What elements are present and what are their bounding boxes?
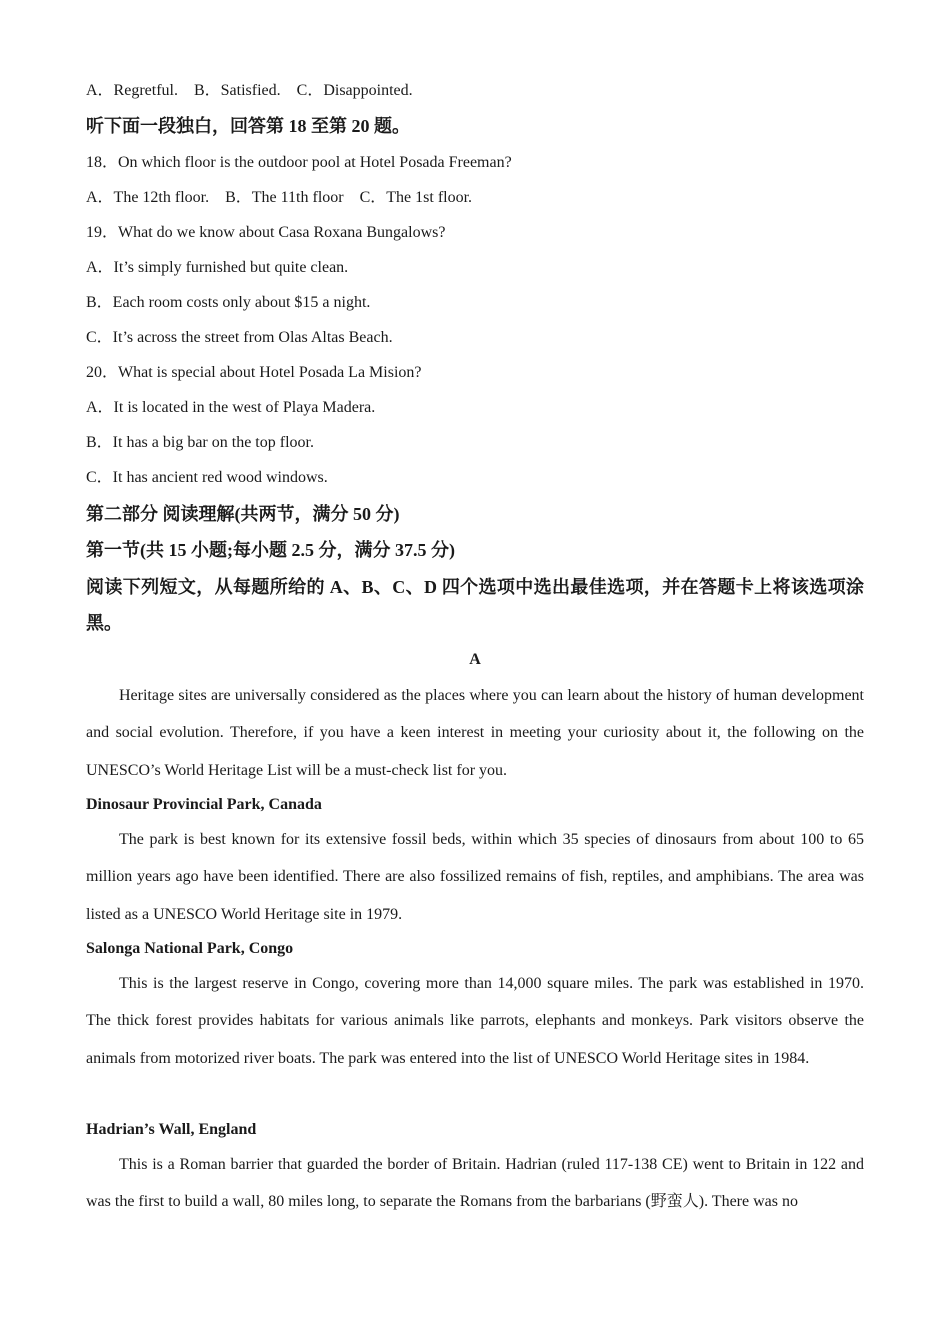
q19-question: 19．What do we know about Casa Roxana Bungalows?: [86, 224, 446, 241]
site-text-hadrians-wall: This is a Roman barrier that guarded the border of Britain. Hadrian (ruled 117-138 CE) went to Britain in 122 and was the first to build a wall, 80 miles long, to separate the Romans from the barbarians (野蛮人). There was no: [86, 1156, 864, 1211]
q20-option-c: C．It has ancient red wood windows.: [86, 469, 328, 486]
site-text-salonga-park: This is the largest reserve in Congo, covering more than 14,000 square miles. The park was established in 1970. The thick forest provides habitats for various animals like parrots, elephants and monkeys. Park visitors observe the animals from motorized river boats. The park was entered into the list of UNESCO World Heritage sites in 1984.: [86, 975, 864, 1067]
q20-question: 20．What is special about Hotel Posada La Mision?: [86, 364, 422, 381]
q20-option-a: A．It is located in the west of Playa Madera.: [86, 399, 376, 416]
q19-option-b: B．Each room costs only about $15 a night.: [86, 294, 371, 311]
listening-instruction: 听下面一段独白，回答第 18 至第 20 题。: [86, 116, 410, 136]
reading-instruction: 阅读下列短文，从每题所给的 A、B、C、D 四个选项中选出最佳选项，并在答题卡上将该选项涂黑。: [86, 577, 864, 633]
site-title-salonga-park: Salonga National Park, Congo: [86, 940, 294, 957]
site-title-dinosaur-park: Dinosaur Provincial Park, Canada: [86, 796, 322, 813]
q17-options: A．Regretful. B．Satisfied. C．Disappointed.: [86, 82, 413, 99]
q19-option-c: C．It’s across the street from Olas Altas Beach.: [86, 329, 393, 346]
q18-question: 18．On which floor is the outdoor pool at Hotel Posada Freeman?: [86, 154, 512, 171]
q18-options: A．The 12th floor. B．The 11th floor C．The 1st floor.: [86, 189, 473, 206]
q20-option-b: B．It has a big bar on the top floor.: [86, 434, 314, 451]
passage-label: A: [469, 651, 481, 668]
site-text-dinosaur-park: The park is best known for its extensive fossil beds, within which 35 species of dinosaurs from about 100 to 65 million years ago have been identified. There are also fossilized remains of fish, reptiles, and amphibians. The area was listed as a UNESCO World Heritage site in 1979.: [86, 831, 864, 923]
part-two-title: 第二部分 阅读理解(共两节，满分 50 分): [86, 504, 400, 524]
q19-option-a: A．It’s simply furnished but quite clean.: [86, 259, 349, 276]
site-title-hadrians-wall: Hadrian’s Wall, England: [86, 1121, 257, 1138]
intro-paragraph: Heritage sites are universally considered as the places where you can learn about the history of human development and social evolution. Therefore, if you have a keen interest in meeting your curiosity about it, the following on the UNESCO’s World Heritage List will be a must-check list for you.: [86, 687, 864, 779]
section-one-title: 第一节(共 15 小题;每小题 2.5 分，满分 37.5 分): [86, 540, 455, 560]
